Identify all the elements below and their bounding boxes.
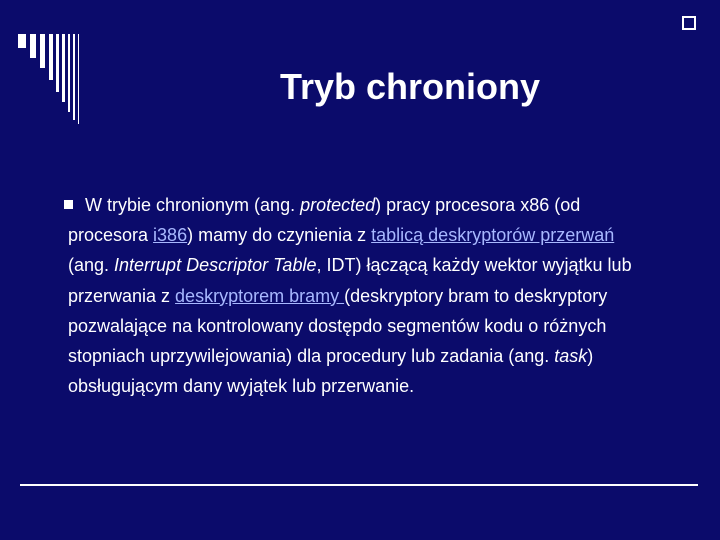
stripe — [62, 34, 65, 102]
stripe — [18, 34, 26, 48]
text-run: (deskryptory bram to deskryptory pozwalające na kontrolowany dostępdo segmentów kodu o różnych stopniach uprzywilejowania) dla procedury lub zadania (ang. — [68, 285, 608, 367]
bottom-divider — [20, 484, 698, 486]
text-run: ) mamy do czynienia z — [187, 225, 372, 246]
text-run: ) obsługującym dany wyjątek lub przerwanie. — [68, 346, 594, 397]
stripe — [56, 34, 59, 92]
stripe — [68, 34, 70, 112]
stripe — [30, 34, 36, 58]
text-run: (ang. — [68, 255, 115, 276]
slide-title: Tryb chroniony — [279, 66, 541, 107]
text-run-italic: protected — [300, 195, 376, 215]
stripe — [49, 34, 53, 80]
decorative-stripes — [18, 34, 82, 124]
text-run: ) pracy procesora x86 (od procesora — [68, 195, 581, 246]
bullet-square-icon — [64, 200, 73, 209]
text-run-italic: Interrupt Descriptor Table — [114, 255, 317, 276]
corner-square-icon — [682, 16, 696, 30]
stripe — [73, 34, 75, 120]
text-run: W trybie chronionym (ang. — [85, 195, 301, 215]
text-run-italic: task — [554, 346, 588, 367]
link-gate-descriptor[interactable]: deskryptorem bramy — [175, 285, 345, 306]
link-idt[interactable]: tablicą deskryptorów przerwań — [371, 225, 615, 246]
text-run: , IDT) łączącą każdy wektor wyjątku lub przerwania z — [68, 255, 632, 306]
stripe — [40, 34, 45, 68]
stripe — [78, 34, 79, 124]
slide-body — [68, 190, 648, 401]
link-i386[interactable]: i386 — [153, 225, 188, 246]
